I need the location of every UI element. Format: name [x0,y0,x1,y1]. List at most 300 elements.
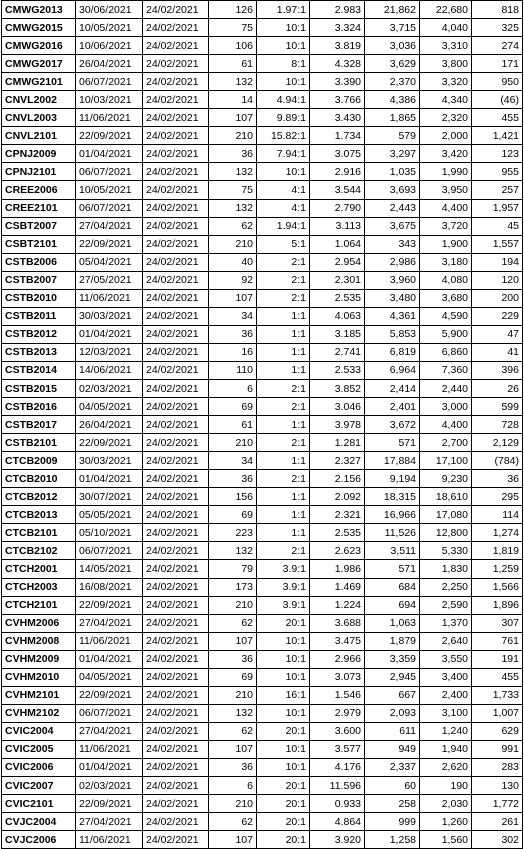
warrant-code-cell: CSBT2101 [2,235,76,253]
warrant-code-cell: CVJC2004 [2,813,76,831]
price-difference-cell: 950 [472,73,523,91]
days-remaining-cell: 34 [209,307,257,325]
market-price-cell: 4,386 [365,91,420,109]
market-price-cell: 3,715 [365,19,420,37]
conversion-ratio-cell: 9.89:1 [257,109,310,127]
maturity-date-cell: 11/06/2021 [76,632,143,650]
warrant-code-cell: CSBT2007 [2,217,76,235]
table-row [2,434,523,452]
table-row [2,398,523,416]
theoretical-value-cell: 2.533 [310,361,365,379]
days-remaining-cell: 69 [209,668,257,686]
maturity-date-cell: 27/05/2021 [76,271,143,289]
conversion-ratio-cell: 1:1 [257,488,310,506]
market-price-cell: 5,853 [365,325,420,343]
maturity-date-cell: 05/04/2021 [76,253,143,271]
exercise-price-cell: 18,610 [420,488,472,506]
market-price-cell: 3,960 [365,271,420,289]
theoretical-value-cell: 1.064 [310,235,365,253]
exercise-price-cell: 3,720 [420,217,472,235]
conversion-ratio-cell: 10:1 [257,37,310,55]
maturity-date-cell: 11/06/2021 [76,289,143,307]
theoretical-value-cell: 3.075 [310,145,365,163]
warrant-code-cell: CMWG2101 [2,73,76,91]
warrant-code-cell: CTCB2101 [2,524,76,542]
maturity-date-cell: 06/07/2021 [76,199,143,217]
days-remaining-cell: 132 [209,542,257,560]
table-row [2,343,523,361]
price-difference-cell: 818 [472,1,523,19]
days-remaining-cell: 62 [209,614,257,632]
conversion-ratio-cell: 2:1 [257,542,310,560]
price-difference-cell: 1,557 [472,235,523,253]
days-remaining-cell: 210 [209,434,257,452]
exercise-price-cell: 4,400 [420,416,472,434]
days-remaining-cell: 173 [209,578,257,596]
days-remaining-cell: 16 [209,343,257,361]
valuation-date-cell: 24/02/2021 [143,343,209,361]
price-difference-cell: 1,566 [472,578,523,596]
table-row [2,307,523,325]
table-row [2,379,523,397]
valuation-date-cell: 24/02/2021 [143,127,209,145]
exercise-price-cell: 2,000 [420,127,472,145]
exercise-price-cell: 2,320 [420,109,472,127]
conversion-ratio-cell: 1:1 [257,506,310,524]
exercise-price-cell: 2,440 [420,379,472,397]
maturity-date-cell: 30/03/2021 [76,452,143,470]
valuation-date-cell: 24/02/2021 [143,55,209,73]
days-remaining-cell: 75 [209,19,257,37]
maturity-date-cell: 05/10/2021 [76,524,143,542]
market-price-cell: 2,414 [365,379,420,397]
warrant-code-cell: CVHM2008 [2,632,76,650]
exercise-price-cell: 6,860 [420,343,472,361]
days-remaining-cell: 132 [209,163,257,181]
warrant-code-cell: CVHM2101 [2,686,76,704]
exercise-price-cell: 17,100 [420,452,472,470]
market-price-cell: 3,693 [365,181,420,199]
warrant-code-cell: CVIC2101 [2,795,76,813]
valuation-date-cell: 24/02/2021 [143,813,209,831]
exercise-price-cell: 1,260 [420,813,472,831]
conversion-ratio-cell: 1:1 [257,361,310,379]
theoretical-value-cell: 3.073 [310,668,365,686]
theoretical-value-cell: 4.328 [310,55,365,73]
conversion-ratio-cell: 3.9:1 [257,560,310,578]
price-difference-cell: 123 [472,145,523,163]
conversion-ratio-cell: 20:1 [257,831,310,849]
conversion-ratio-cell: 10:1 [257,668,310,686]
maturity-date-cell: 11/06/2021 [76,831,143,849]
exercise-price-cell: 3,950 [420,181,472,199]
days-remaining-cell: 132 [209,704,257,722]
conversion-ratio-cell: 10:1 [257,758,310,776]
warrant-code-cell: CSTB2007 [2,271,76,289]
warrant-code-cell: CTCB2013 [2,506,76,524]
exercise-price-cell: 3,400 [420,668,472,686]
maturity-date-cell: 04/05/2021 [76,668,143,686]
price-difference-cell: 1,733 [472,686,523,704]
maturity-date-cell: 10/05/2021 [76,181,143,199]
theoretical-value-cell: 3.390 [310,73,365,91]
price-difference-cell: 1,819 [472,542,523,560]
warrant-code-cell: CSTB2017 [2,416,76,434]
valuation-date-cell: 24/02/2021 [143,271,209,289]
table-row [2,55,523,73]
price-difference-cell: 455 [472,109,523,127]
days-remaining-cell: 210 [209,686,257,704]
days-remaining-cell: 14 [209,91,257,109]
conversion-ratio-cell: 2:1 [257,253,310,271]
exercise-price-cell: 2,250 [420,578,472,596]
conversion-ratio-cell: 10:1 [257,650,310,668]
valuation-date-cell: 24/02/2021 [143,199,209,217]
maturity-date-cell: 10/03/2021 [76,91,143,109]
price-difference-cell: 191 [472,650,523,668]
table-row [2,650,523,668]
theoretical-value-cell: 3.852 [310,379,365,397]
maturity-date-cell: 22/09/2021 [76,127,143,145]
market-price-cell: 6,964 [365,361,420,379]
exercise-price-cell: 1,370 [420,614,472,632]
warrant-code-cell: CSTB2015 [2,379,76,397]
days-remaining-cell: 36 [209,758,257,776]
theoretical-value-cell: 4.864 [310,813,365,831]
table-row [2,506,523,524]
theoretical-value-cell: 3.920 [310,831,365,849]
price-difference-cell: 325 [472,19,523,37]
exercise-price-cell: 17,080 [420,506,472,524]
theoretical-value-cell: 3.688 [310,614,365,632]
warrant-code-cell: CVHM2102 [2,704,76,722]
market-price-cell: 60 [365,777,420,795]
days-remaining-cell: 62 [209,722,257,740]
warrant-code-cell: CVIC2005 [2,740,76,758]
valuation-date-cell: 24/02/2021 [143,686,209,704]
price-difference-cell: 955 [472,163,523,181]
warrant-code-cell: CMWG2017 [2,55,76,73]
exercise-price-cell: 3,180 [420,253,472,271]
theoretical-value-cell: 2.092 [310,488,365,506]
table-row [2,127,523,145]
warrant-table-body [2,1,523,849]
maturity-date-cell: 01/04/2021 [76,650,143,668]
days-remaining-cell: 126 [209,1,257,19]
market-price-cell: 3,511 [365,542,420,560]
exercise-price-cell: 1,990 [420,163,472,181]
valuation-date-cell: 24/02/2021 [143,73,209,91]
warrant-code-cell: CTCH2001 [2,560,76,578]
conversion-ratio-cell: 1:1 [257,343,310,361]
table-row [2,289,523,307]
market-price-cell: 1,063 [365,614,420,632]
days-remaining-cell: 69 [209,506,257,524]
conversion-ratio-cell: 10:1 [257,73,310,91]
price-difference-cell: 26 [472,379,523,397]
exercise-price-cell: 3,420 [420,145,472,163]
maturity-date-cell: 10/06/2021 [76,37,143,55]
market-price-cell: 2,370 [365,73,420,91]
valuation-date-cell: 24/02/2021 [143,19,209,37]
price-difference-cell: 1,772 [472,795,523,813]
market-price-cell: 579 [365,127,420,145]
market-price-cell: 2,443 [365,199,420,217]
conversion-ratio-cell: 1:1 [257,307,310,325]
price-difference-cell: 295 [472,488,523,506]
table-row [2,181,523,199]
price-difference-cell: 991 [472,740,523,758]
price-difference-cell: 728 [472,416,523,434]
table-row [2,488,523,506]
theoretical-value-cell: 3.766 [310,91,365,109]
table-row [2,325,523,343]
exercise-price-cell: 2,700 [420,434,472,452]
exercise-price-cell: 3,680 [420,289,472,307]
price-difference-cell: 302 [472,831,523,849]
warrant-code-cell: CSTB2014 [2,361,76,379]
conversion-ratio-cell: 10:1 [257,163,310,181]
maturity-date-cell: 04/05/2021 [76,398,143,416]
days-remaining-cell: 223 [209,524,257,542]
maturity-date-cell: 22/09/2021 [76,795,143,813]
price-difference-cell: 200 [472,289,523,307]
table-row [2,722,523,740]
warrant-code-cell: CVHM2010 [2,668,76,686]
maturity-date-cell: 02/03/2021 [76,777,143,795]
days-remaining-cell: 62 [209,217,257,235]
conversion-ratio-cell: 20:1 [257,795,310,813]
warrant-code-cell: CVIC2007 [2,777,76,795]
valuation-date-cell: 24/02/2021 [143,452,209,470]
valuation-date-cell: 24/02/2021 [143,181,209,199]
table-row [2,1,523,19]
theoretical-value-cell: 3.600 [310,722,365,740]
valuation-date-cell: 24/02/2021 [143,488,209,506]
theoretical-value-cell: 1.224 [310,596,365,614]
market-price-cell: 667 [365,686,420,704]
market-price-cell: 999 [365,813,420,831]
market-price-cell: 343 [365,235,420,253]
conversion-ratio-cell: 1.97:1 [257,1,310,19]
theoretical-value-cell: 2.623 [310,542,365,560]
market-price-cell: 3,359 [365,650,420,668]
conversion-ratio-cell: 1:1 [257,325,310,343]
valuation-date-cell: 24/02/2021 [143,506,209,524]
exercise-price-cell: 4,340 [420,91,472,109]
market-price-cell: 571 [365,560,420,578]
exercise-price-cell: 1,560 [420,831,472,849]
conversion-ratio-cell: 10:1 [257,632,310,650]
exercise-price-cell: 1,240 [420,722,472,740]
market-price-cell: 1,865 [365,109,420,127]
valuation-date-cell: 24/02/2021 [143,668,209,686]
valuation-date-cell: 24/02/2021 [143,777,209,795]
days-remaining-cell: 107 [209,740,257,758]
table-row [2,740,523,758]
maturity-date-cell: 26/04/2021 [76,55,143,73]
days-remaining-cell: 107 [209,831,257,849]
days-remaining-cell: 132 [209,73,257,91]
maturity-date-cell: 06/07/2021 [76,542,143,560]
price-difference-cell: 1,896 [472,596,523,614]
price-difference-cell: 45 [472,217,523,235]
table-row [2,271,523,289]
maturity-date-cell: 22/09/2021 [76,596,143,614]
market-price-cell: 17,884 [365,452,420,470]
price-difference-cell: 120 [472,271,523,289]
days-remaining-cell: 210 [209,235,257,253]
maturity-date-cell: 22/09/2021 [76,686,143,704]
maturity-date-cell: 27/04/2021 [76,813,143,831]
days-remaining-cell: 36 [209,325,257,343]
conversion-ratio-cell: 20:1 [257,777,310,795]
market-price-cell: 949 [365,740,420,758]
exercise-price-cell: 190 [420,777,472,795]
market-price-cell: 571 [365,434,420,452]
theoretical-value-cell: 2.327 [310,452,365,470]
theoretical-value-cell: 3.819 [310,37,365,55]
days-remaining-cell: 61 [209,416,257,434]
exercise-price-cell: 4,080 [420,271,472,289]
days-remaining-cell: 36 [209,145,257,163]
days-remaining-cell: 210 [209,795,257,813]
conversion-ratio-cell: 3.9:1 [257,596,310,614]
table-row [2,758,523,776]
warrant-code-cell: CSTB2013 [2,343,76,361]
valuation-date-cell: 24/02/2021 [143,109,209,127]
price-difference-cell: (784) [472,452,523,470]
days-remaining-cell: 132 [209,199,257,217]
warrant-code-cell: CMWG2015 [2,19,76,37]
days-remaining-cell: 79 [209,560,257,578]
conversion-ratio-cell: 2:1 [257,470,310,488]
price-difference-cell: 274 [472,37,523,55]
maturity-date-cell: 11/06/2021 [76,740,143,758]
theoretical-value-cell: 3.185 [310,325,365,343]
conversion-ratio-cell: 2:1 [257,271,310,289]
theoretical-value-cell: 2.983 [310,1,365,19]
conversion-ratio-cell: 4:1 [257,181,310,199]
theoretical-value-cell: 4.063 [310,307,365,325]
warrant-code-cell: CNVL2002 [2,91,76,109]
market-price-cell: 694 [365,596,420,614]
maturity-date-cell: 06/07/2021 [76,73,143,91]
maturity-date-cell: 05/05/2021 [76,506,143,524]
warrant-code-cell: CNVL2101 [2,127,76,145]
table-row [2,470,523,488]
warrant-code-cell: CPNJ2101 [2,163,76,181]
price-difference-cell: 396 [472,361,523,379]
valuation-date-cell: 24/02/2021 [143,235,209,253]
theoretical-value-cell: 2.741 [310,343,365,361]
maturity-date-cell: 11/06/2021 [76,109,143,127]
conversion-ratio-cell: 3.9:1 [257,578,310,596]
warrant-code-cell: CSTB2012 [2,325,76,343]
valuation-date-cell: 24/02/2021 [143,740,209,758]
maturity-date-cell: 06/07/2021 [76,704,143,722]
conversion-ratio-cell: 20:1 [257,614,310,632]
table-row [2,813,523,831]
theoretical-value-cell: 3.324 [310,19,365,37]
market-price-cell: 3,480 [365,289,420,307]
price-difference-cell: 1,259 [472,560,523,578]
conversion-ratio-cell: 4:1 [257,199,310,217]
days-remaining-cell: 110 [209,361,257,379]
market-price-cell: 11,526 [365,524,420,542]
valuation-date-cell: 24/02/2021 [143,37,209,55]
days-remaining-cell: 106 [209,37,257,55]
days-remaining-cell: 36 [209,650,257,668]
conversion-ratio-cell: 4.94:1 [257,91,310,109]
theoretical-value-cell: 2.535 [310,289,365,307]
exercise-price-cell: 2,590 [420,596,472,614]
theoretical-value-cell: 2.156 [310,470,365,488]
valuation-date-cell: 24/02/2021 [143,398,209,416]
market-price-cell: 1,879 [365,632,420,650]
theoretical-value-cell: 3.978 [310,416,365,434]
market-price-cell: 9,194 [365,470,420,488]
theoretical-value-cell: 3.046 [310,398,365,416]
market-price-cell: 2,093 [365,704,420,722]
table-row [2,199,523,217]
exercise-price-cell: 1,900 [420,235,472,253]
market-price-cell: 2,945 [365,668,420,686]
table-row [2,109,523,127]
table-row [2,704,523,722]
price-difference-cell: 1,274 [472,524,523,542]
table-row [2,578,523,596]
days-remaining-cell: 92 [209,271,257,289]
exercise-price-cell: 3,800 [420,55,472,73]
maturity-date-cell: 10/05/2021 [76,19,143,37]
days-remaining-cell: 75 [209,181,257,199]
conversion-ratio-cell: 8:1 [257,55,310,73]
theoretical-value-cell: 3.430 [310,109,365,127]
conversion-ratio-cell: 2:1 [257,398,310,416]
exercise-price-cell: 3,310 [420,37,472,55]
valuation-date-cell: 24/02/2021 [143,217,209,235]
price-difference-cell: 307 [472,614,523,632]
exercise-price-cell: 3,320 [420,73,472,91]
table-row [2,145,523,163]
valuation-date-cell: 24/02/2021 [143,614,209,632]
exercise-price-cell: 1,830 [420,560,472,578]
conversion-ratio-cell: 1:1 [257,416,310,434]
maturity-date-cell: 30/07/2021 [76,488,143,506]
valuation-date-cell: 24/02/2021 [143,163,209,181]
conversion-ratio-cell: 1:1 [257,452,310,470]
maturity-date-cell: 01/04/2021 [76,325,143,343]
exercise-price-cell: 12,800 [420,524,472,542]
theoretical-value-cell: 3.475 [310,632,365,650]
maturity-date-cell: 12/03/2021 [76,343,143,361]
theoretical-value-cell: 1.986 [310,560,365,578]
table-row [2,416,523,434]
exercise-price-cell: 3,550 [420,650,472,668]
price-difference-cell: 1,957 [472,199,523,217]
market-price-cell: 2,401 [365,398,420,416]
days-remaining-cell: 69 [209,398,257,416]
price-difference-cell: 455 [472,668,523,686]
theoretical-value-cell: 3.577 [310,740,365,758]
table-row [2,524,523,542]
days-remaining-cell: 62 [209,813,257,831]
valuation-date-cell: 24/02/2021 [143,560,209,578]
valuation-date-cell: 24/02/2021 [143,361,209,379]
price-difference-cell: 1,007 [472,704,523,722]
theoretical-value-cell: 2.966 [310,650,365,668]
